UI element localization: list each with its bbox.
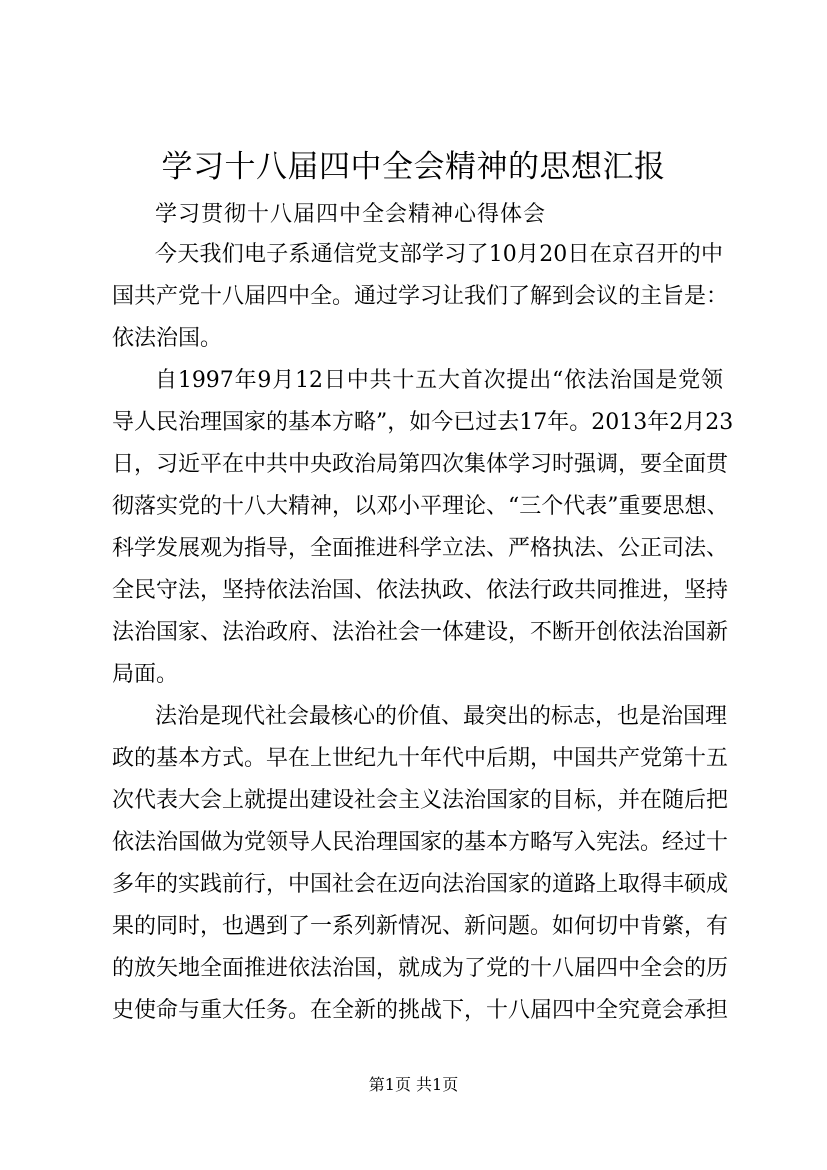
paragraph-line: 依法治国。 (112, 326, 223, 351)
paragraph-line: 的放矢地全面推进依法治国，就成为了党的十八届四中全会的历 (112, 956, 729, 981)
paragraph-line: 导人民治理国家的基本方略”，如今已过去17年。2013年2月23 (112, 410, 734, 435)
paragraph-line: 自1997年9月12日中共十五大首次提出“依法治国是党领 (155, 368, 723, 393)
paragraph-line: 今天我们电子系通信党支部学习了10月20日在京召开的中 (155, 242, 723, 267)
document-title: 学习十八届四中全会精神的思想汇报 (161, 149, 666, 185)
paragraph-line: 政的基本方式。早在上世纪九十年代中后期，中国共产党第十五 (112, 746, 729, 771)
paragraph-line: 依法治国做为党领导人民治理国家的基本方略写入宪法。经过十 (112, 830, 729, 855)
paragraph-line: 多年的实践前行，中国社会在迈向法治国家的道路上取得丰硕成 (112, 872, 729, 897)
paragraph-line: 彻落实党的十八大精神，以邓小平理论、“三个代表”重要思想、 (112, 494, 729, 519)
paragraph-line: 次代表大会上就提出建设社会主义法治国家的目标，并在随后把 (112, 788, 729, 813)
paragraph-line: 国共产党十八届四中全。通过学习让我们了解到会议的主旨是： (112, 284, 729, 309)
paragraph-line: 果的同时，也遇到了一系列新情况、新问题。如何切中肯綮，有 (112, 914, 729, 939)
paragraph-line: 史使命与重大任务。在全新的挑战下，十八届四中全究竟会承担 (112, 998, 729, 1023)
paragraph-line: 科学发展观为指导，全面推进科学立法、严格执法、公正司法、 (112, 536, 729, 561)
paragraph-line: 局面。 (112, 662, 179, 687)
paragraph-line: 法治是现代社会最核心的价值、最突出的标志，也是治国理 (155, 704, 728, 729)
document-subtitle: 学习贯彻十八届四中全会精神心得体会 (155, 202, 547, 227)
paragraph-line: 日，习近平在中共中央政治局第四次集体学习时强调，要全面贯 (112, 452, 729, 477)
paragraph-line: 全民守法，坚持依法治国、依法执政、依法行政共同推进，坚持 (112, 578, 729, 603)
paragraph-line: 法治国家、法治政府、法治社会一体建设，不断开创依法治国新 (112, 620, 729, 645)
page-number-footer: 第1页 共1页 (368, 1075, 459, 1094)
